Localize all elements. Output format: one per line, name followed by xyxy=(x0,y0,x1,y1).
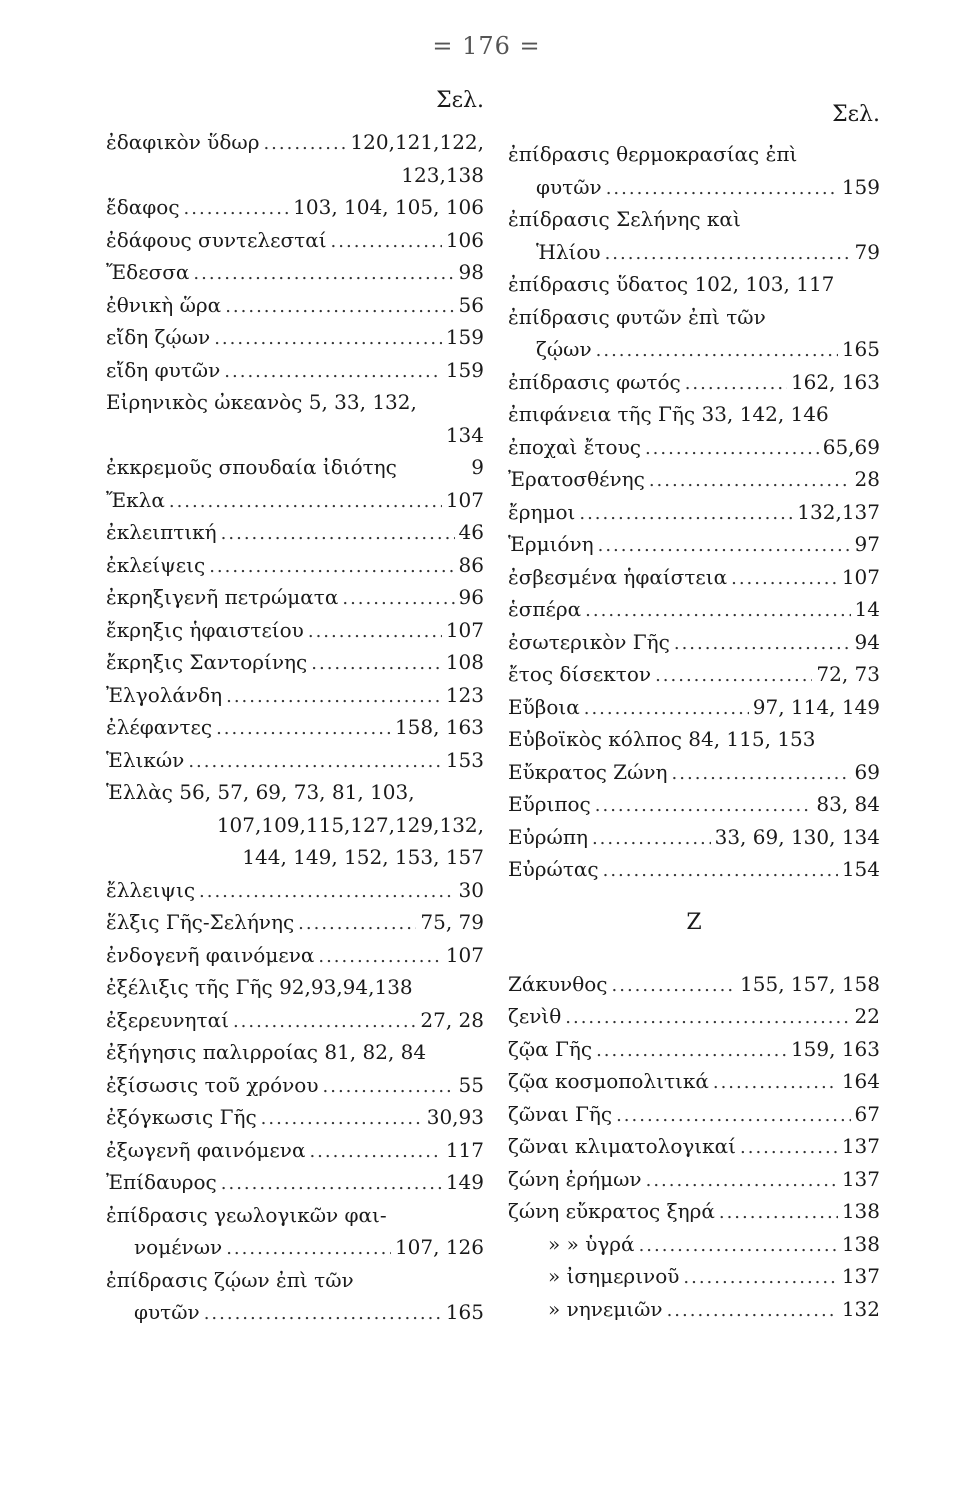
dot-leader xyxy=(579,498,793,531)
index-entry xyxy=(106,159,484,192)
page-references: 108 xyxy=(445,650,484,674)
page-references: 30 xyxy=(458,877,484,902)
index-entry xyxy=(508,496,880,529)
dot-leader xyxy=(612,970,737,1003)
page-references: 9 xyxy=(471,455,484,479)
index-entry xyxy=(508,366,880,399)
index-term: νομένων xyxy=(134,1235,223,1259)
index-term: ἐπίδρασις θερμοκρασίας ἐπὶ xyxy=(508,142,798,166)
index-entry xyxy=(106,581,484,614)
index-term: ἐπίδρασις φωτός xyxy=(508,369,681,394)
page-references: 75, 79 xyxy=(420,910,484,934)
index-entry xyxy=(508,723,880,756)
index-entry xyxy=(508,626,880,659)
index-entry xyxy=(508,398,880,431)
index-entry xyxy=(106,1296,484,1329)
index-term: Ἐλγολάνδη xyxy=(106,682,223,707)
page-references: 107 xyxy=(445,942,484,967)
index-entry xyxy=(106,256,484,289)
page-references: 55 xyxy=(458,1072,484,1097)
index-term: ἐπίδρασις γεωλογικῶν φαι- xyxy=(106,1202,387,1227)
page-references: 69 xyxy=(854,759,880,784)
page-references: 107,109,115,127,129,132, xyxy=(216,812,484,837)
dot-leader xyxy=(683,1262,837,1295)
dot-leader xyxy=(596,1035,787,1068)
index-entry xyxy=(508,1163,880,1196)
index-term: ἐξήγησις παλιρροίας 81, 82, 84 xyxy=(106,1040,427,1064)
dot-leader xyxy=(331,226,442,259)
index-term: Ζάκυνθος xyxy=(508,971,608,996)
page-references: 46 xyxy=(458,520,484,544)
section-letter-z: Ζ xyxy=(686,909,702,935)
index-entry xyxy=(508,301,880,334)
index-term: » νηνεμιῶν xyxy=(548,1296,663,1321)
index-entry xyxy=(106,939,484,972)
dot-leader xyxy=(674,628,851,661)
index-entry xyxy=(106,841,484,874)
page-references: 106 xyxy=(445,227,484,252)
index-entry xyxy=(106,191,484,224)
index-entry xyxy=(106,1231,484,1264)
page-references: 123 xyxy=(445,682,484,707)
page-references: 137 xyxy=(841,1264,880,1288)
page-references: 137 xyxy=(841,1134,880,1158)
page-references: 98 xyxy=(458,260,484,284)
dot-leader xyxy=(199,876,455,909)
dot-leader xyxy=(214,323,442,356)
page-references: 72, 73 xyxy=(816,662,880,686)
dot-leader xyxy=(585,595,850,628)
dot-leader xyxy=(731,563,838,596)
index-entry xyxy=(106,1004,484,1037)
index-term: Εὔριπος xyxy=(508,792,591,816)
index-term: εἴδη ζῴων xyxy=(106,325,211,349)
index-entries-right xyxy=(508,138,880,886)
index-term: ἐπίδρασις ὕδατος 102, 103, 117 xyxy=(508,272,835,296)
index-term: Ἐπίδαυρος xyxy=(106,1170,217,1194)
index-entry xyxy=(106,776,484,809)
index-entry xyxy=(508,756,880,789)
right-index-column xyxy=(508,88,880,1325)
page-references: 158, 163 xyxy=(394,715,484,739)
index-term: ἐδαφικὸν ὕδωρ xyxy=(106,130,260,154)
index-entry xyxy=(508,853,880,886)
index-entry xyxy=(106,1199,484,1232)
index-term: ἐθνικὴ ὥρα xyxy=(106,292,222,317)
page-references: 159 xyxy=(445,357,484,382)
index-entry xyxy=(106,906,484,939)
page-number: = 176 = xyxy=(432,32,541,60)
index-term: » ἰσημερινοῦ xyxy=(548,1264,680,1288)
page-references: 28 xyxy=(854,467,880,491)
page-references: 107, 126 xyxy=(394,1235,484,1259)
index-term: ἐπίδρασις ζῴων ἐπὶ τῶν xyxy=(106,1267,354,1292)
index-term: ἐκλείψεις xyxy=(106,552,206,577)
index-term: Ἑλικών xyxy=(106,747,185,772)
index-term: ἐπίδρασις φυτῶν ἐπὶ τῶν xyxy=(508,304,766,329)
dot-leader xyxy=(713,1067,838,1100)
page-references: 123,138 xyxy=(401,162,484,187)
dot-leader xyxy=(318,941,441,974)
index-term: ἐλέφαντες xyxy=(106,715,213,739)
index-term: ζῴων xyxy=(536,337,592,361)
page-references: 117 xyxy=(445,1137,484,1162)
index-term: ἐκκρεμοῦς σπουδαία ἰδιότης xyxy=(106,455,397,479)
page-references: 94 xyxy=(854,629,880,654)
index-term: ἐξόγκωσις Γῆς xyxy=(106,1105,257,1129)
page-references: 30,93 xyxy=(426,1105,484,1129)
index-entry xyxy=(508,788,880,821)
page-references: 138 xyxy=(841,1199,880,1223)
index-entry xyxy=(106,224,484,257)
index-entry xyxy=(106,874,484,907)
index-term: ἐδάφους συντελεσταί xyxy=(106,227,327,252)
index-entry xyxy=(106,971,484,1004)
index-entry xyxy=(508,203,880,236)
index-entry xyxy=(106,484,484,517)
dot-leader xyxy=(639,1230,838,1263)
index-term: ἐνδογενῆ φαινόμενα xyxy=(106,942,315,967)
index-entry xyxy=(106,614,484,647)
index-entry xyxy=(106,744,484,777)
dot-leader xyxy=(342,583,454,616)
index-entry xyxy=(508,1065,880,1098)
index-entry xyxy=(508,1098,880,1131)
index-entry xyxy=(508,561,880,594)
index-entry xyxy=(508,528,880,561)
index-entry xyxy=(106,386,484,419)
dot-leader xyxy=(596,335,838,368)
dot-leader xyxy=(225,291,454,324)
index-entry xyxy=(106,679,484,712)
dot-leader xyxy=(226,681,442,714)
index-entry xyxy=(106,1166,484,1199)
index-term: ζῷα κοσμοπολιτικά xyxy=(508,1069,709,1093)
page-references: 96 xyxy=(458,585,484,609)
index-entry xyxy=(508,1293,880,1326)
page-references: 86 xyxy=(458,552,484,577)
dot-leader xyxy=(592,823,711,856)
dot-leader xyxy=(261,1103,423,1136)
index-entry xyxy=(508,1130,880,1163)
index-term: » » ὑγρά xyxy=(548,1231,635,1256)
page-references: 149 xyxy=(445,1170,484,1194)
index-term: Ἡλίου xyxy=(536,239,601,264)
index-term: ἐκλειπτική xyxy=(106,520,217,544)
dot-leader xyxy=(221,1168,442,1201)
dot-leader xyxy=(740,1132,838,1165)
index-entry xyxy=(508,1000,880,1033)
index-term: Ἔκλα xyxy=(106,487,165,512)
dot-leader xyxy=(646,1165,838,1198)
dot-leader xyxy=(603,855,838,888)
page-references: 67 xyxy=(854,1101,880,1126)
dot-leader xyxy=(595,790,813,823)
index-term: ἐπίδρασις Σελήνης καὶ xyxy=(508,207,741,231)
dot-leader xyxy=(649,465,851,498)
dot-leader xyxy=(667,1295,838,1328)
dot-leader xyxy=(226,1233,391,1266)
index-entry xyxy=(106,1101,484,1134)
page-references: 22 xyxy=(854,1004,880,1028)
index-entry xyxy=(508,1195,880,1228)
dot-leader xyxy=(645,433,819,466)
index-entry xyxy=(106,1264,484,1297)
page-column-header: Σελ. xyxy=(436,88,484,113)
index-term: ἐποχαὶ ἔτους xyxy=(508,434,641,459)
page-references: 154 xyxy=(841,857,880,881)
index-term: ἔκρηξις ἡφαιστείου xyxy=(106,617,304,642)
index-entry xyxy=(508,1228,880,1261)
index-term: Εὔκρατος Ζώνη xyxy=(508,759,668,784)
index-term: φυτῶν xyxy=(134,1300,200,1324)
dot-leader xyxy=(263,128,346,161)
page-references: 97, 114, 149 xyxy=(752,694,880,719)
page-references: 83, 84 xyxy=(816,792,880,816)
page-references: 159 xyxy=(445,325,484,349)
index-term: ζῷα Γῆς xyxy=(508,1036,593,1061)
dot-leader xyxy=(606,173,838,206)
index-entries-z xyxy=(508,968,880,1326)
dot-leader xyxy=(224,356,442,389)
dot-leader xyxy=(184,193,290,226)
index-entry xyxy=(106,516,484,549)
dot-leader xyxy=(311,648,442,681)
index-term: ἐσωτερικὸν Γῆς xyxy=(508,629,670,654)
dot-leader xyxy=(672,758,851,791)
index-entry xyxy=(106,1036,484,1069)
index-term: ζῶναι Γῆς xyxy=(508,1101,613,1126)
page-column-header: Σελ. xyxy=(832,102,880,127)
index-term: ἔρημοι xyxy=(508,499,576,524)
index-term: Εἰρηνικὸς ὠκεανὸς 5, 33, 132, xyxy=(106,390,417,414)
index-term: ζενὶθ xyxy=(508,1004,562,1028)
index-entry xyxy=(508,431,880,464)
index-entry xyxy=(106,711,484,744)
index-term: Ἑρμιόνη xyxy=(508,532,594,556)
page-references: 134 xyxy=(445,422,484,447)
index-entry xyxy=(106,451,484,484)
page-references: 107 xyxy=(445,617,484,642)
index-entry xyxy=(106,289,484,322)
page-references: 165 xyxy=(445,1300,484,1324)
page-references: 103, 104, 105, 106 xyxy=(293,195,484,219)
index-term: ἐξωγενῆ φαινόμενα xyxy=(106,1137,306,1162)
page-references: 65,69 xyxy=(822,434,880,459)
page-references: 33, 69, 130, 134 xyxy=(714,824,880,849)
index-term: ἐκρηξιγενῆ πετρώματα xyxy=(106,585,339,609)
index-entry xyxy=(508,1260,880,1293)
page-references: 132,137 xyxy=(797,499,880,524)
page-references: 164 xyxy=(841,1069,880,1093)
index-term: ἐσβεσμένα ἡφαίστεια xyxy=(508,564,728,589)
dot-leader xyxy=(216,713,391,746)
index-entry xyxy=(106,354,484,387)
page-references: 107 xyxy=(841,564,880,589)
index-entry xyxy=(106,1134,484,1167)
index-term: ζώνη ἐρήμων xyxy=(508,1166,642,1191)
dot-leader xyxy=(584,693,749,726)
dot-leader xyxy=(323,1071,455,1104)
index-term: ἔδαφος xyxy=(106,195,180,219)
index-term: ἐξέλιξις τῆς Γῆς 92,93,94,138 xyxy=(106,975,413,999)
page-references: 153 xyxy=(445,747,484,772)
page-references: 144, 149, 152, 153, 157 xyxy=(242,845,484,869)
index-entry xyxy=(508,821,880,854)
page-references: 56 xyxy=(458,292,484,317)
page-references: 27, 28 xyxy=(420,1007,484,1032)
index-term: ἑσπέρα xyxy=(508,597,582,621)
page-references: 165 xyxy=(841,337,880,361)
page-references: 79 xyxy=(854,239,880,264)
dot-leader xyxy=(188,746,442,779)
dot-leader xyxy=(719,1197,838,1230)
index-term: ἕλξις Γῆς-Σελήνης xyxy=(106,910,295,934)
page-references: 120,121,122, xyxy=(350,130,484,154)
index-entry xyxy=(106,646,484,679)
dot-leader xyxy=(616,1100,850,1133)
index-entry xyxy=(508,658,880,691)
page-references: 107 xyxy=(445,487,484,512)
index-term: ἔκρηξις Σαντορίνης xyxy=(106,650,308,674)
page-references: 132 xyxy=(841,1296,880,1321)
index-entry xyxy=(508,236,880,269)
index-entry xyxy=(508,463,880,496)
dot-leader xyxy=(655,660,812,693)
index-term: Εὐρώπη xyxy=(508,824,588,849)
dot-leader xyxy=(209,551,454,584)
index-entry xyxy=(508,691,880,724)
dot-leader xyxy=(598,530,851,563)
index-term: Εὐρώτας xyxy=(508,857,599,881)
index-term: ζῶναι κλιματολογικαί xyxy=(508,1134,736,1158)
dot-leader xyxy=(169,486,442,519)
index-term: φυτῶν xyxy=(536,174,602,199)
index-term: ἐξερευνηταί xyxy=(106,1007,229,1032)
page-references: 162, 163 xyxy=(790,369,880,394)
page-references: 159, 163 xyxy=(790,1036,880,1061)
index-entry xyxy=(106,321,484,354)
page-references: 14 xyxy=(854,597,880,621)
index-entry xyxy=(508,968,880,1001)
page-references: 159 xyxy=(841,174,880,199)
dot-leader xyxy=(685,368,787,401)
page-references: 155, 157, 158 xyxy=(740,971,880,996)
index-term: ἔτος δίσεκτον xyxy=(508,662,652,686)
index-term: Εὐβοϊκὸς κόλπος 84, 115, 153 xyxy=(508,727,816,751)
dot-leader xyxy=(298,908,416,941)
index-entry xyxy=(508,268,880,301)
index-entry xyxy=(508,138,880,171)
dot-leader xyxy=(565,1002,850,1035)
index-entry xyxy=(106,126,484,159)
dot-leader xyxy=(233,1006,416,1039)
left-index-column xyxy=(106,88,484,1329)
index-term: Εὔβοια xyxy=(508,694,580,719)
page-references: 137 xyxy=(841,1166,880,1191)
index-term: ζώνη εὔκρατος ξηρά xyxy=(508,1199,715,1223)
index-entry xyxy=(106,419,484,452)
dot-leader xyxy=(605,238,851,271)
index-term: Ἐρατοσθένης xyxy=(508,467,645,491)
dot-leader xyxy=(204,1298,442,1331)
index-term: Ἔδεσσα xyxy=(106,260,190,284)
index-term: ἔλλειψις xyxy=(106,877,196,902)
index-term: ἐπιφάνεια τῆς Γῆς 33, 142, 146 xyxy=(508,402,829,426)
index-term: εἴδη φυτῶν xyxy=(106,357,221,382)
dot-leader xyxy=(308,616,442,649)
page-references: 97 xyxy=(854,532,880,556)
index-entry xyxy=(106,549,484,582)
dot-leader xyxy=(221,518,455,551)
index-entry xyxy=(508,171,880,204)
index-entry xyxy=(508,593,880,626)
index-entry xyxy=(508,333,880,366)
index-entry xyxy=(106,1069,484,1102)
index-term: Ἑλλὰς 56, 57, 69, 73, 81, 103, xyxy=(106,780,415,804)
dot-leader xyxy=(309,1136,441,1169)
index-entry xyxy=(508,1033,880,1066)
dot-leader xyxy=(193,258,454,291)
page-references: 138 xyxy=(841,1231,880,1256)
index-entry xyxy=(106,809,484,842)
index-entries-left xyxy=(106,126,484,1329)
index-term: ἐξίσωσις τοῦ χρόνου xyxy=(106,1072,319,1097)
